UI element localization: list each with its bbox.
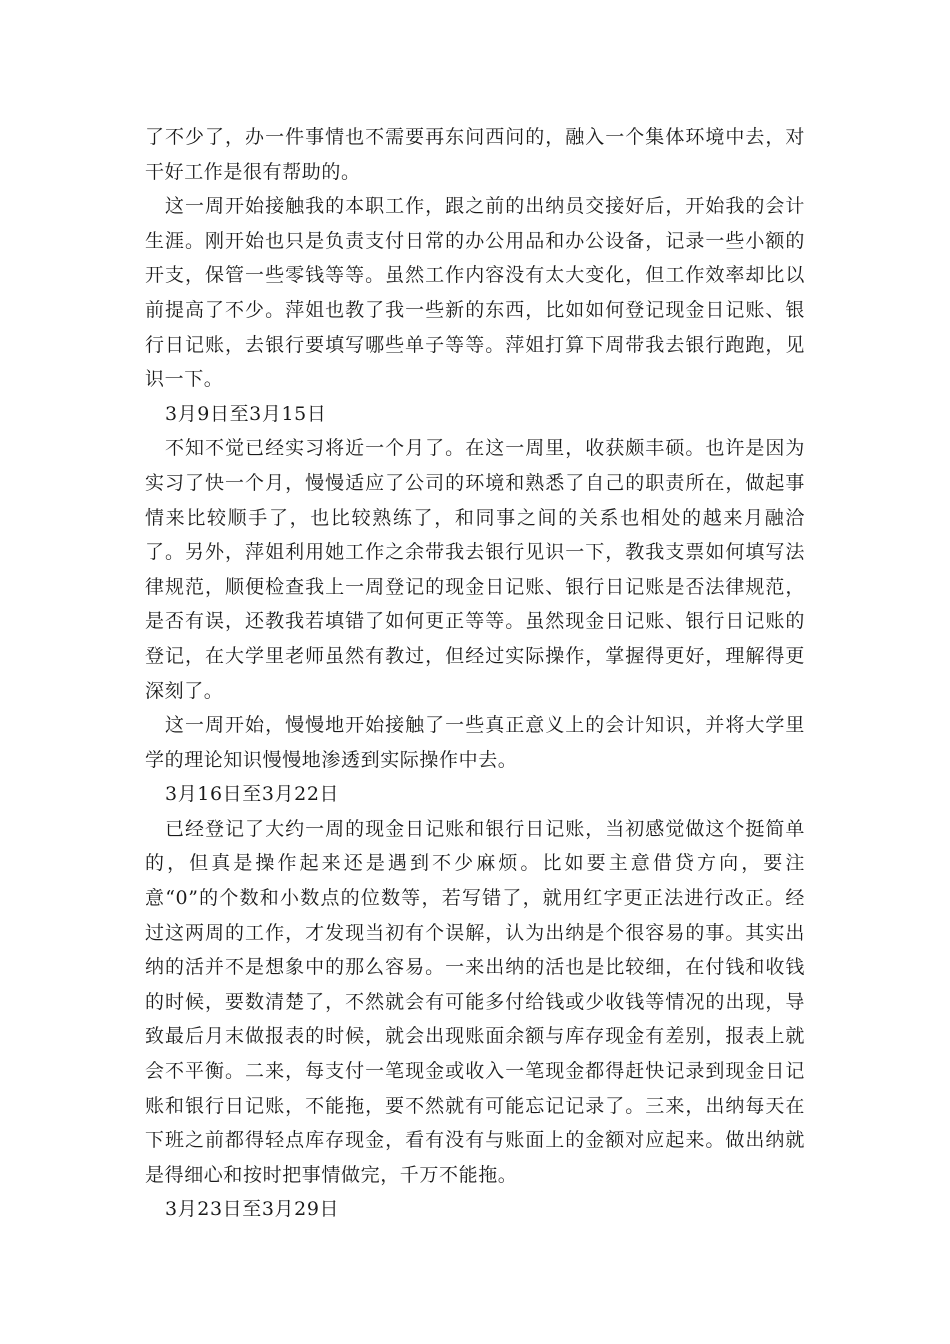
paragraph: 这一周开始，慢慢地开始接触了一些真正意义上的会计知识，并将大学里学的理论知识慢慢地渗透到实际操作中去。: [145, 714, 805, 771]
paragraph: 已经登记了大约一周的现金日记账和银行日记账，当初感觉做这个挺简单的，但真是操作起来还是遇到不少麻烦。比如要主意借贷方向，要注意“0”的个数和小数点的位数等，若写错了，就用红字更正法进行改正。经过这两周的工作，才发现当初有个误解，认为出纳是个很容易的事。其实出纳的活并不是想象中的那么容易。一来出纳的活也是比较细，在付钱和收钱的时候，要数清楚了，不然就会有可能多付给钱或少收钱等情况的出现，导致最后月末做报表的时候，就会出现账面余额与库存现金有差别，报表上就会不平衡。二来，每支付一笔现金或收入一笔现金都得赶快记录到现金日记账和银行日记账，不能拖，要不然就有可能忘记记录了。三来，出纳每天在下班之前都得轻点库存现金，看有没有与账面上的金额对应起来。做出纳就是得细心和按时把事情做完，千万不能拖。: [145, 817, 805, 1186]
document-body: [145, 120, 805, 1227]
paragraph: 这一周开始接触我的本职工作，跟之前的出纳员交接好后，开始我的会计生涯。刚开始也只是负责支付日常的办公用品和办公设备，记录一些小额的开支，保管一些零钱等等。虽然工作内容没有太大变化，但工作效率却比以前提高了不少。萍姐也教了我一些新的东西，比如如何登记现金日记账、银行日记账，去银行要填写哪些单子等等。萍姐打算下周带我去银行跑跑，见识一下。: [145, 195, 805, 391]
date-range-heading: 3月16日至3月22日: [165, 783, 340, 806]
date-range-heading: 3月9日至3月15日: [165, 402, 327, 425]
paragraph: 了不少了，办一件事情也不需要再东问西问的，融入一个集体环境中去，对干好工作是很有帮助的。: [145, 126, 805, 183]
date-range-heading: 3月23日至3月29日: [165, 1198, 340, 1221]
paragraph: 不知不觉已经实习将近一个月了。在这一周里，收获颇丰硕。也许是因为实习了快一个月，慢慢适应了公司的环境和熟悉了自己的职责所在，做起事情来比较顺手了，也比较熟练了，和同事之间的关系也相处的越来月融洽了。另外，萍姐利用她工作之余带我去银行见识一下，教我支票如何填写法律规范，顺便检查我上一周登记的现金日记账、银行日记账是否法律规范，是否有误，还教我若填错了如何更正等等。虽然现金日记账、银行日记账的登记，在大学里老师虽然有教过，但经过实际操作，掌握得更好，理解得更深刻了。: [145, 437, 805, 702]
